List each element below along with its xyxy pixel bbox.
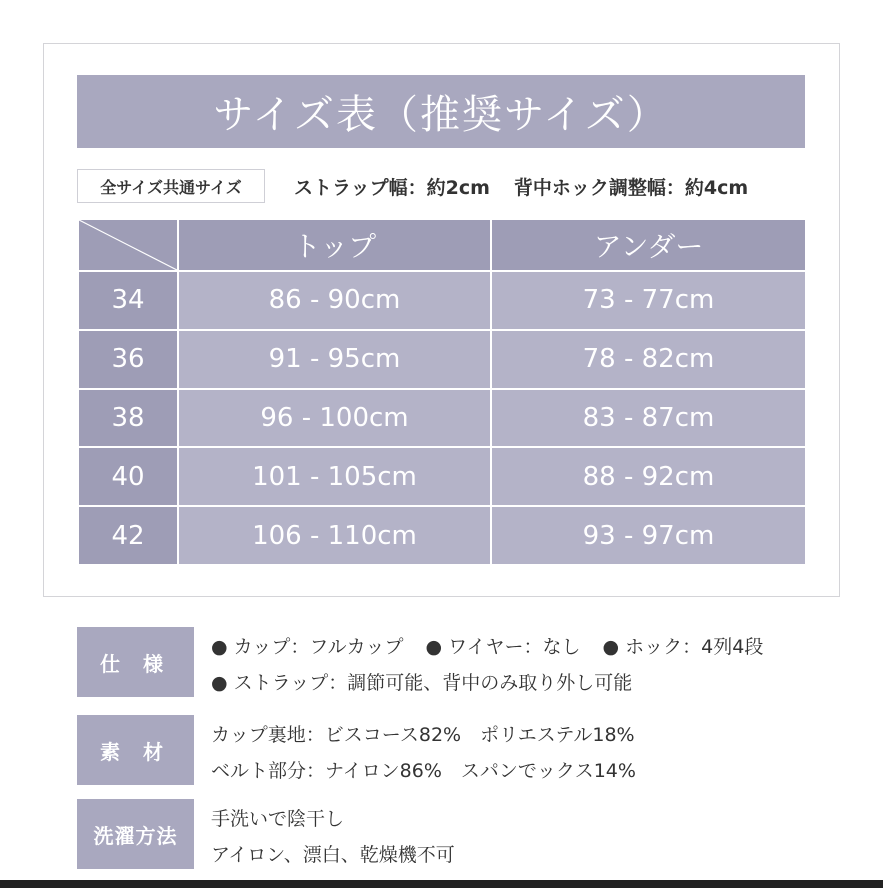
under-cell: 88 - 92cm (491, 447, 806, 506)
table-row (78, 389, 806, 448)
strap-width-text: ストラップ幅：約2cm (294, 176, 490, 199)
table-corner-cell (78, 219, 178, 271)
diagonal-line-icon (79, 220, 177, 270)
table-row (78, 330, 806, 389)
wire-spec-text: ● ワイヤー：なし (425, 635, 581, 658)
common-size-tag: 全サイズ共通サイズ (77, 169, 265, 203)
column-header-under: アンダー (491, 219, 806, 271)
table-row (78, 271, 806, 330)
specs-line-1 (211, 627, 763, 663)
washing-label: 洗濯方法 (77, 799, 194, 869)
under-cell: 93 - 97cm (491, 506, 806, 565)
under-cell: 73 - 77cm (491, 271, 806, 330)
material-line-2 (211, 751, 636, 787)
washing-section (77, 799, 805, 869)
strap-spec-text: ● ストラップ：調節可能、背中のみ取り外し可能 (211, 671, 633, 694)
size-cell: 34 (78, 271, 178, 330)
top-cell: 106 - 110cm (178, 506, 491, 565)
size-cell: 38 (78, 389, 178, 448)
cup-spec-text: ● カップ：フルカップ (211, 635, 404, 658)
size-cell: 40 (78, 447, 178, 506)
hook-spec-text: ● ホック：4列4段 (602, 635, 764, 658)
specs-section (77, 627, 805, 697)
bottom-divider (0, 880, 883, 888)
column-header-top: トップ (178, 219, 491, 271)
washing-lines (211, 799, 455, 871)
page-title: サイズ表（推奨サイズ） (77, 75, 805, 148)
material-lines (211, 715, 636, 787)
washing-line-1 (211, 799, 455, 835)
material-section (77, 715, 805, 785)
belt-material-text: ベルト部分：ナイロン86% スパンでックス14% (211, 759, 636, 782)
table-row (78, 447, 806, 506)
specs-line-2 (211, 663, 763, 699)
material-label: 素 材 (77, 715, 194, 785)
top-cell: 101 - 105cm (178, 447, 491, 506)
hand-wash-text: 手洗いで陰干し (211, 807, 345, 830)
specs-lines (211, 627, 763, 699)
specs-label: 仕 様 (77, 627, 194, 697)
size-cell: 42 (78, 506, 178, 565)
under-cell: 83 - 87cm (491, 389, 806, 448)
common-spec-line (294, 170, 748, 202)
material-line-1 (211, 715, 636, 751)
top-cell: 91 - 95cm (178, 330, 491, 389)
table-row (78, 506, 806, 565)
size-table (77, 218, 807, 566)
care-restriction-text: アイロン、漂白、乾燥機不可 (211, 843, 455, 866)
washing-line-2 (211, 835, 455, 871)
top-cell: 86 - 90cm (178, 271, 491, 330)
hook-adjust-text: 背中ホック調整幅：約4cm (513, 176, 749, 199)
top-cell: 96 - 100cm (178, 389, 491, 448)
table-header-row (78, 219, 806, 271)
size-cell: 36 (78, 330, 178, 389)
cup-lining-text: カップ裏地：ビスコース82% ポリエステル18% (211, 723, 635, 746)
under-cell: 78 - 82cm (491, 330, 806, 389)
